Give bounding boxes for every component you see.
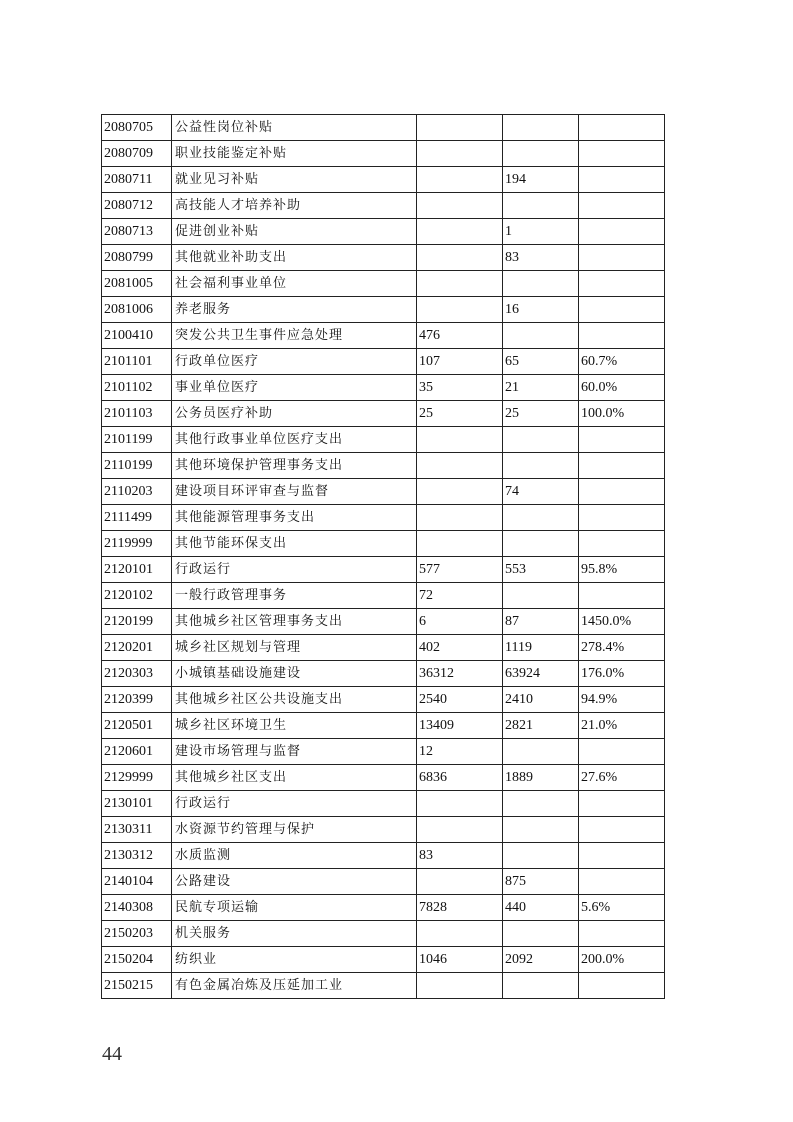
ratio-cell: 200.0% (579, 947, 665, 973)
value-1-cell: 107 (417, 349, 503, 375)
ratio-cell (579, 193, 665, 219)
item-code-cell: 2150204 (102, 947, 172, 973)
ratio-cell: 176.0% (579, 661, 665, 687)
value-2-cell: 1119 (503, 635, 579, 661)
table-row (102, 219, 665, 245)
ratio-cell (579, 271, 665, 297)
value-2-cell: 63924 (503, 661, 579, 687)
table-row (102, 297, 665, 323)
item-name-cell: 水资源节约管理与保护 (172, 817, 417, 843)
table-row (102, 141, 665, 167)
ratio-cell (579, 869, 665, 895)
value-1-cell (417, 219, 503, 245)
item-name-cell: 公益性岗位补贴 (172, 115, 417, 141)
item-name-cell: 其他城乡社区公共设施支出 (172, 687, 417, 713)
budget-table (101, 114, 665, 999)
table-row (102, 323, 665, 349)
item-code-cell: 2120201 (102, 635, 172, 661)
value-1-cell: 35 (417, 375, 503, 401)
ratio-cell: 27.6% (579, 765, 665, 791)
value-2-cell: 2410 (503, 687, 579, 713)
item-code-cell: 2120501 (102, 713, 172, 739)
item-name-cell: 建设市场管理与监督 (172, 739, 417, 765)
table-row (102, 505, 665, 531)
ratio-cell (579, 973, 665, 999)
value-2-cell: 875 (503, 869, 579, 895)
table-row (102, 973, 665, 999)
value-2-cell: 74 (503, 479, 579, 505)
item-code-cell: 2101101 (102, 349, 172, 375)
item-code-cell: 2080709 (102, 141, 172, 167)
item-code-cell: 2101102 (102, 375, 172, 401)
value-2-cell (503, 505, 579, 531)
value-1-cell: 6 (417, 609, 503, 635)
item-name-cell: 其他就业补助支出 (172, 245, 417, 271)
item-code-cell: 2080712 (102, 193, 172, 219)
item-name-cell: 社会福利事业单位 (172, 271, 417, 297)
table-row (102, 401, 665, 427)
item-name-cell: 其他行政事业单位医疗支出 (172, 427, 417, 453)
item-code-cell: 2080713 (102, 219, 172, 245)
value-1-cell (417, 817, 503, 843)
value-1-cell: 36312 (417, 661, 503, 687)
item-name-cell: 公路建设 (172, 869, 417, 895)
item-code-cell: 2101103 (102, 401, 172, 427)
ratio-cell (579, 245, 665, 271)
ratio-cell: 278.4% (579, 635, 665, 661)
value-2-cell: 2821 (503, 713, 579, 739)
ratio-cell (579, 427, 665, 453)
item-code-cell: 2120601 (102, 739, 172, 765)
ratio-cell (579, 141, 665, 167)
ratio-cell (579, 817, 665, 843)
value-1-cell (417, 973, 503, 999)
ratio-cell (579, 739, 665, 765)
table-row (102, 479, 665, 505)
item-code-cell: 2130101 (102, 791, 172, 817)
value-2-cell: 1889 (503, 765, 579, 791)
table-row (102, 869, 665, 895)
value-1-cell (417, 453, 503, 479)
table-row (102, 349, 665, 375)
ratio-cell: 5.6% (579, 895, 665, 921)
ratio-cell: 60.0% (579, 375, 665, 401)
table-row (102, 427, 665, 453)
page-number: 44 (102, 1043, 122, 1065)
item-name-cell: 有色金属冶炼及压延加工业 (172, 973, 417, 999)
table-row (102, 193, 665, 219)
value-2-cell: 440 (503, 895, 579, 921)
value-1-cell (417, 479, 503, 505)
item-name-cell: 其他节能环保支出 (172, 531, 417, 557)
ratio-cell: 60.7% (579, 349, 665, 375)
table-row (102, 167, 665, 193)
ratio-cell (579, 505, 665, 531)
item-code-cell: 2081006 (102, 297, 172, 323)
item-name-cell: 其他城乡社区管理事务支出 (172, 609, 417, 635)
value-1-cell: 13409 (417, 713, 503, 739)
item-name-cell: 民航专项运输 (172, 895, 417, 921)
item-name-cell: 一般行政管理事务 (172, 583, 417, 609)
ratio-cell: 95.8% (579, 557, 665, 583)
ratio-cell: 100.0% (579, 401, 665, 427)
item-name-cell: 其他环境保护管理事务支出 (172, 453, 417, 479)
table-row (102, 687, 665, 713)
item-name-cell: 事业单位医疗 (172, 375, 417, 401)
item-code-cell: 2140104 (102, 869, 172, 895)
item-name-cell: 就业见习补贴 (172, 167, 417, 193)
table-row (102, 583, 665, 609)
value-2-cell (503, 843, 579, 869)
value-2-cell: 25 (503, 401, 579, 427)
value-1-cell (417, 427, 503, 453)
table-row (102, 739, 665, 765)
value-1-cell: 25 (417, 401, 503, 427)
item-name-cell: 纺织业 (172, 947, 417, 973)
ratio-cell (579, 297, 665, 323)
item-code-cell: 2120399 (102, 687, 172, 713)
value-2-cell (503, 531, 579, 557)
table-row (102, 115, 665, 141)
table-row (102, 245, 665, 271)
table-row (102, 791, 665, 817)
table-row (102, 453, 665, 479)
value-2-cell (503, 193, 579, 219)
item-name-cell: 突发公共卫生事件应急处理 (172, 323, 417, 349)
value-1-cell (417, 141, 503, 167)
value-2-cell (503, 739, 579, 765)
ratio-cell (579, 843, 665, 869)
table-row (102, 817, 665, 843)
value-1-cell: 2540 (417, 687, 503, 713)
value-2-cell: 194 (503, 167, 579, 193)
value-1-cell: 7828 (417, 895, 503, 921)
item-name-cell: 促进创业补贴 (172, 219, 417, 245)
table-row (102, 531, 665, 557)
value-1-cell (417, 115, 503, 141)
value-2-cell (503, 583, 579, 609)
value-2-cell (503, 141, 579, 167)
item-name-cell: 行政单位医疗 (172, 349, 417, 375)
value-1-cell (417, 505, 503, 531)
value-2-cell: 65 (503, 349, 579, 375)
ratio-cell (579, 479, 665, 505)
value-2-cell (503, 791, 579, 817)
value-2-cell (503, 271, 579, 297)
value-2-cell: 553 (503, 557, 579, 583)
item-code-cell: 2081005 (102, 271, 172, 297)
item-code-cell: 2101199 (102, 427, 172, 453)
item-name-cell: 城乡社区环境卫生 (172, 713, 417, 739)
item-code-cell: 2111499 (102, 505, 172, 531)
item-code-cell: 2120102 (102, 583, 172, 609)
item-code-cell: 2119999 (102, 531, 172, 557)
item-code-cell: 2080799 (102, 245, 172, 271)
item-name-cell: 公务员医疗补助 (172, 401, 417, 427)
value-1-cell (417, 791, 503, 817)
item-name-cell: 养老服务 (172, 297, 417, 323)
value-1-cell (417, 271, 503, 297)
ratio-cell (579, 921, 665, 947)
item-code-cell: 2150215 (102, 973, 172, 999)
table-row (102, 609, 665, 635)
value-1-cell: 402 (417, 635, 503, 661)
ratio-cell: 1450.0% (579, 609, 665, 635)
ratio-cell (579, 219, 665, 245)
item-name-cell: 其他能源管理事务支出 (172, 505, 417, 531)
item-code-cell: 2130312 (102, 843, 172, 869)
item-code-cell: 2150203 (102, 921, 172, 947)
value-2-cell: 87 (503, 609, 579, 635)
item-code-cell: 2120199 (102, 609, 172, 635)
table-row (102, 375, 665, 401)
value-2-cell (503, 115, 579, 141)
item-name-cell: 行政运行 (172, 791, 417, 817)
ratio-cell (579, 115, 665, 141)
value-2-cell: 83 (503, 245, 579, 271)
value-1-cell (417, 245, 503, 271)
ratio-cell (579, 791, 665, 817)
ratio-cell (579, 323, 665, 349)
item-code-cell: 2110203 (102, 479, 172, 505)
value-2-cell: 21 (503, 375, 579, 401)
value-2-cell: 2092 (503, 947, 579, 973)
item-code-cell: 2100410 (102, 323, 172, 349)
item-name-cell: 高技能人才培养补助 (172, 193, 417, 219)
item-name-cell: 水质监测 (172, 843, 417, 869)
item-code-cell: 2080705 (102, 115, 172, 141)
table-body (102, 115, 665, 999)
value-1-cell (417, 869, 503, 895)
table-row (102, 895, 665, 921)
value-2-cell: 16 (503, 297, 579, 323)
ratio-cell (579, 453, 665, 479)
item-code-cell: 2080711 (102, 167, 172, 193)
ratio-cell (579, 167, 665, 193)
table-row (102, 947, 665, 973)
item-code-cell: 2120101 (102, 557, 172, 583)
value-1-cell: 476 (417, 323, 503, 349)
value-1-cell: 1046 (417, 947, 503, 973)
item-name-cell: 建设项目环评审查与监督 (172, 479, 417, 505)
item-code-cell: 2129999 (102, 765, 172, 791)
value-2-cell (503, 921, 579, 947)
item-name-cell: 城乡社区规划与管理 (172, 635, 417, 661)
value-2-cell: 1 (503, 219, 579, 245)
value-1-cell (417, 167, 503, 193)
item-code-cell: 2140308 (102, 895, 172, 921)
value-2-cell (503, 323, 579, 349)
value-2-cell (503, 817, 579, 843)
value-2-cell (503, 427, 579, 453)
item-name-cell: 机关服务 (172, 921, 417, 947)
ratio-cell (579, 531, 665, 557)
table-row (102, 271, 665, 297)
value-1-cell (417, 531, 503, 557)
value-1-cell: 12 (417, 739, 503, 765)
ratio-cell: 21.0% (579, 713, 665, 739)
item-code-cell: 2120303 (102, 661, 172, 687)
table-row (102, 765, 665, 791)
item-name-cell: 小城镇基础设施建设 (172, 661, 417, 687)
table-row (102, 843, 665, 869)
item-name-cell: 其他城乡社区支出 (172, 765, 417, 791)
value-2-cell (503, 973, 579, 999)
ratio-cell (579, 583, 665, 609)
value-1-cell: 577 (417, 557, 503, 583)
item-code-cell: 2130311 (102, 817, 172, 843)
value-2-cell (503, 453, 579, 479)
table-row (102, 661, 665, 687)
value-1-cell (417, 297, 503, 323)
table-row (102, 557, 665, 583)
value-1-cell: 83 (417, 843, 503, 869)
item-code-cell: 2110199 (102, 453, 172, 479)
item-name-cell: 行政运行 (172, 557, 417, 583)
table-row (102, 713, 665, 739)
table-row (102, 921, 665, 947)
value-1-cell: 6836 (417, 765, 503, 791)
table-row (102, 635, 665, 661)
value-1-cell (417, 921, 503, 947)
value-1-cell (417, 193, 503, 219)
ratio-cell: 94.9% (579, 687, 665, 713)
value-1-cell: 72 (417, 583, 503, 609)
item-name-cell: 职业技能鉴定补贴 (172, 141, 417, 167)
